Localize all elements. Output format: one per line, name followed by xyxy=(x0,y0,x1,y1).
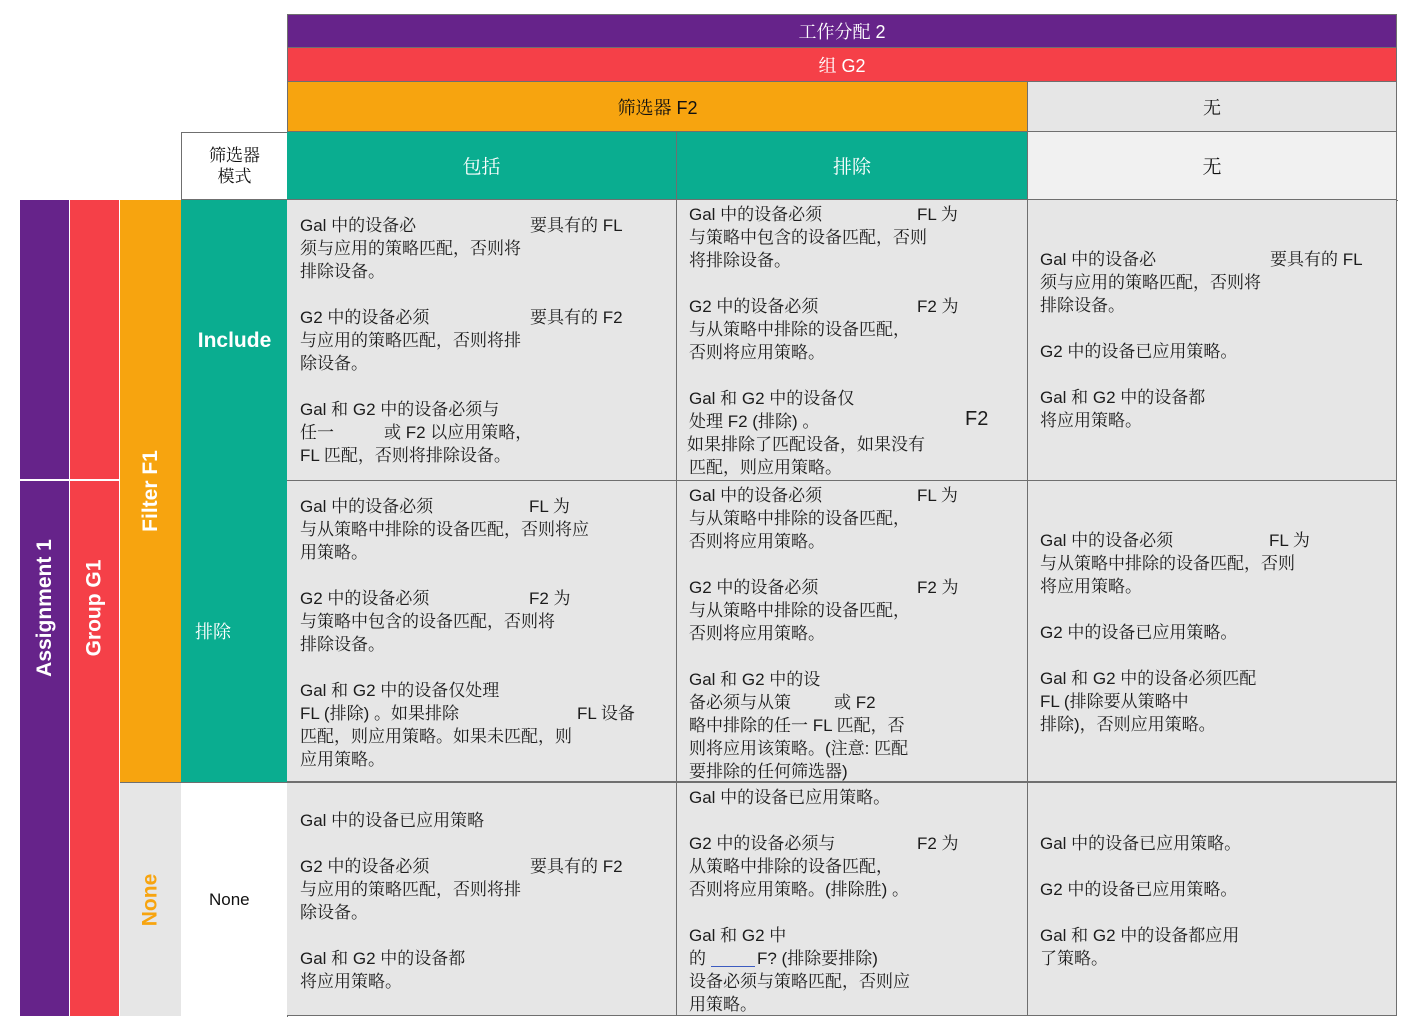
cell-text: 用策略。 xyxy=(300,543,368,562)
cell-text: Gal 中的设备必 xyxy=(300,216,417,235)
none-top-label: 无 xyxy=(1203,97,1221,118)
filter-f2-label: 筛选器 F2 xyxy=(617,97,698,118)
divider xyxy=(20,479,69,481)
cell-text: Gal 和 G2 中的设备都 xyxy=(1040,388,1206,407)
cell-text: G2 中的设备已应用策略。 xyxy=(1040,880,1238,899)
cell-text: 与策略中包含的设备匹配，否则 xyxy=(689,228,927,247)
cell-text: G2 中的设备必须 xyxy=(300,308,430,327)
column-header-exclude xyxy=(676,132,1028,200)
cell-text: 则将应用该策略。(注意: 匹配 xyxy=(689,739,909,758)
row-exclude-text: 排除 xyxy=(195,622,231,642)
cell-text: 须与应用的策略匹配，否则将 xyxy=(1040,273,1261,292)
cell-text: 匹配，则应用策略。如果未匹配，则 xyxy=(300,727,572,746)
cell-text: 匹配，则应用策略。 xyxy=(689,458,842,477)
cell-text: Gal 中的设备必须 xyxy=(1040,531,1174,550)
cell-text: 与应用的策略匹配，否则将排 xyxy=(300,880,521,899)
cell-none-none xyxy=(1027,782,1397,1016)
cell-text: FL 匹配，否则将排除设备。 xyxy=(300,446,511,465)
filter-f2-header xyxy=(287,82,1028,132)
cell-text: 处理 F2 (排除) 。 xyxy=(689,412,820,431)
column-exclude-label: 排除 xyxy=(832,157,871,178)
none-left-stripe xyxy=(120,782,181,1016)
cell-text: 或 F2 xyxy=(834,693,876,712)
column-header-include xyxy=(287,132,677,200)
cell-text: 应用策略。 xyxy=(300,750,385,769)
cell-text: G2 中的设备必须 xyxy=(689,578,819,597)
cell-text: 将应用策略。 xyxy=(300,972,402,991)
cell-text: 略中排除的任一 FL 匹配，否 xyxy=(689,716,905,735)
column-header-none xyxy=(1027,132,1397,200)
cell-text: 要具有的 FL xyxy=(530,216,623,235)
cell-text: Gal 中的设备必须 xyxy=(689,486,823,505)
cell-text: Gal 中的设备已应用策略 xyxy=(300,811,485,830)
cell-text: 用策略。 xyxy=(689,995,757,1014)
cell-exclude-none xyxy=(1027,480,1397,782)
cell-include-none xyxy=(1027,200,1397,481)
none-vertical-label: None xyxy=(138,873,162,926)
cell-text: 与从策略中排除的设备匹配， xyxy=(689,320,910,339)
cell-text: 从策略中排除的设备匹配， xyxy=(689,857,893,876)
cell-text: F2 为 xyxy=(529,589,571,608)
cell-text: F2 为 xyxy=(917,578,959,597)
group-g1-stripe xyxy=(70,200,119,1016)
row-label-include xyxy=(181,200,288,481)
cell-text: FL 为 xyxy=(917,205,958,224)
cell-text: FL (排除要从策略中 xyxy=(1040,692,1189,711)
group-g1-label: Group G1 xyxy=(82,559,106,657)
cell-text: FL 为 xyxy=(1269,531,1310,550)
cell-text: Gal 中的设备已应用策略。 xyxy=(689,788,891,807)
group-g2-label: 组 G2 xyxy=(818,55,866,76)
cell-text: G2 中的设备必须 xyxy=(689,297,819,316)
cell-exclude-exclude xyxy=(676,480,1028,782)
cell-text: 与应用的策略匹配，否则将排 xyxy=(300,331,521,350)
cell-text: 如果排除了匹配设备，如果没有 xyxy=(687,435,925,454)
cell-text: Gal 中的设备必 xyxy=(1040,250,1157,269)
cell-text: G2 中的设备已应用策略。 xyxy=(1040,623,1238,642)
cell-text: 与从策略中排除的设备匹配，否则 xyxy=(1040,554,1295,573)
cell-text: Gal 和 G2 中的设备都应用 xyxy=(1040,926,1240,945)
divider xyxy=(70,479,119,481)
filter-f1-label: Filter F1 xyxy=(138,450,162,532)
assignment-1-label: Assignment 1 xyxy=(32,539,56,677)
cell-text: 要具有的 FL xyxy=(1270,250,1363,269)
row-none-text: None xyxy=(209,889,250,909)
cell-text: Gal 和 G2 中的设备都 xyxy=(300,949,466,968)
row-include-text: Include xyxy=(197,328,272,352)
cell-none-exclude xyxy=(676,782,1028,1016)
cell-text: Gal 中的设备已应用策略。 xyxy=(1040,834,1242,853)
cell-text: Gal 和 G2 中的设备仅 xyxy=(689,389,855,408)
column-none-label: 无 xyxy=(1202,157,1222,178)
cell-text: 与从策略中排除的设备匹配，否则将应 xyxy=(300,520,589,539)
cell-text: 排除设备。 xyxy=(300,635,385,654)
cell-text: 须与应用的策略匹配，否则将 xyxy=(300,239,521,258)
row-label-none xyxy=(181,782,288,1016)
cell-text: F? (排除要排除) xyxy=(757,949,878,968)
filter-mode-label: 筛选器 模式 xyxy=(181,132,288,200)
cell-text: 否则将应用策略。 xyxy=(689,343,825,362)
cell-text: FL 为 xyxy=(529,497,570,516)
blank-underline xyxy=(711,949,755,967)
cell-text: 设备必须与策略匹配，否则应 xyxy=(689,972,910,991)
cell-text: 将应用策略。 xyxy=(1040,411,1142,430)
cell-text: Gal 和 G2 中的设 xyxy=(689,670,821,689)
cell-text: Gal 和 G2 中的设备仅处理 xyxy=(300,681,500,700)
cell-text: 否则将应用策略。 xyxy=(689,532,825,551)
group-g2-header xyxy=(287,48,1397,82)
cell-text: FL 设备 xyxy=(577,704,635,723)
cell-text: 备必须与从策 xyxy=(689,693,791,712)
cell-text: Gal 和 G2 中的设备必须与 xyxy=(300,400,500,419)
filter-f1-stripe xyxy=(120,200,181,782)
column-include-label: 包括 xyxy=(462,157,501,178)
cell-text: FL (排除) 。如果排除 xyxy=(300,704,459,723)
cell-text: 否则将应用策略。 xyxy=(689,624,825,643)
cell-exclude-include xyxy=(287,480,677,782)
assignment-2-header xyxy=(287,14,1397,48)
cell-text: 排除设备。 xyxy=(300,262,385,281)
row-label-exclude xyxy=(181,480,288,782)
cell-text: F2 为 xyxy=(917,297,959,316)
cell-text: 将排除设备。 xyxy=(689,251,791,270)
cell-text: 否则将应用策略。(排除胜) 。 xyxy=(689,880,910,899)
cell-text: Gal 中的设备必须 xyxy=(300,497,434,516)
cell-text: 或 F2 以应用策略， xyxy=(384,423,533,442)
cell-text: 要具有的 F2 xyxy=(530,308,623,327)
cell-text: 将应用策略。 xyxy=(1040,577,1142,596)
cell-text: F2 为 xyxy=(917,834,959,853)
cell-text: 与从策略中排除的设备匹配， xyxy=(689,601,910,620)
cell-text: 除设备。 xyxy=(300,903,368,922)
assignment-1-stripe xyxy=(20,200,69,1016)
cell-text: 与从策略中排除的设备匹配， xyxy=(689,509,910,528)
cell-text: 的 xyxy=(689,949,706,968)
cell-none-include xyxy=(287,782,677,1016)
cell-text: Gal 和 G2 中的设备必须匹配 xyxy=(1040,669,1257,688)
cell-include-exclude xyxy=(676,200,1028,481)
cell-text: G2 中的设备必须 xyxy=(300,589,430,608)
cell-text: 除设备。 xyxy=(300,354,368,373)
cell-text: FL 为 xyxy=(917,486,958,505)
cell-text: 排除设备。 xyxy=(1040,296,1125,315)
cell-text: F2 xyxy=(965,408,989,430)
cell-text: G2 中的设备已应用策略。 xyxy=(1040,342,1238,361)
cell-text: 了策略。 xyxy=(1040,949,1108,968)
cell-text: 要具有的 F2 xyxy=(530,857,623,876)
cell-text: 要排除的任何筛选器) xyxy=(689,762,848,781)
cell-text: G2 中的设备必须与 xyxy=(689,834,836,853)
assignment-2-label: 工作分配 2 xyxy=(798,22,886,42)
cell-text: 与策略中包含的设备匹配，否则将 xyxy=(300,612,555,631)
cell-text: 任一 xyxy=(300,423,334,442)
cell-text: 排除)，否则应用策略。 xyxy=(1040,715,1216,734)
cell-include-include xyxy=(287,200,677,481)
none-top-header xyxy=(1027,82,1397,132)
cell-text: Gal 中的设备必须 xyxy=(689,205,823,224)
cell-text: G2 中的设备必须 xyxy=(300,857,430,876)
cell-text: Gal 和 G2 中 xyxy=(689,926,787,945)
